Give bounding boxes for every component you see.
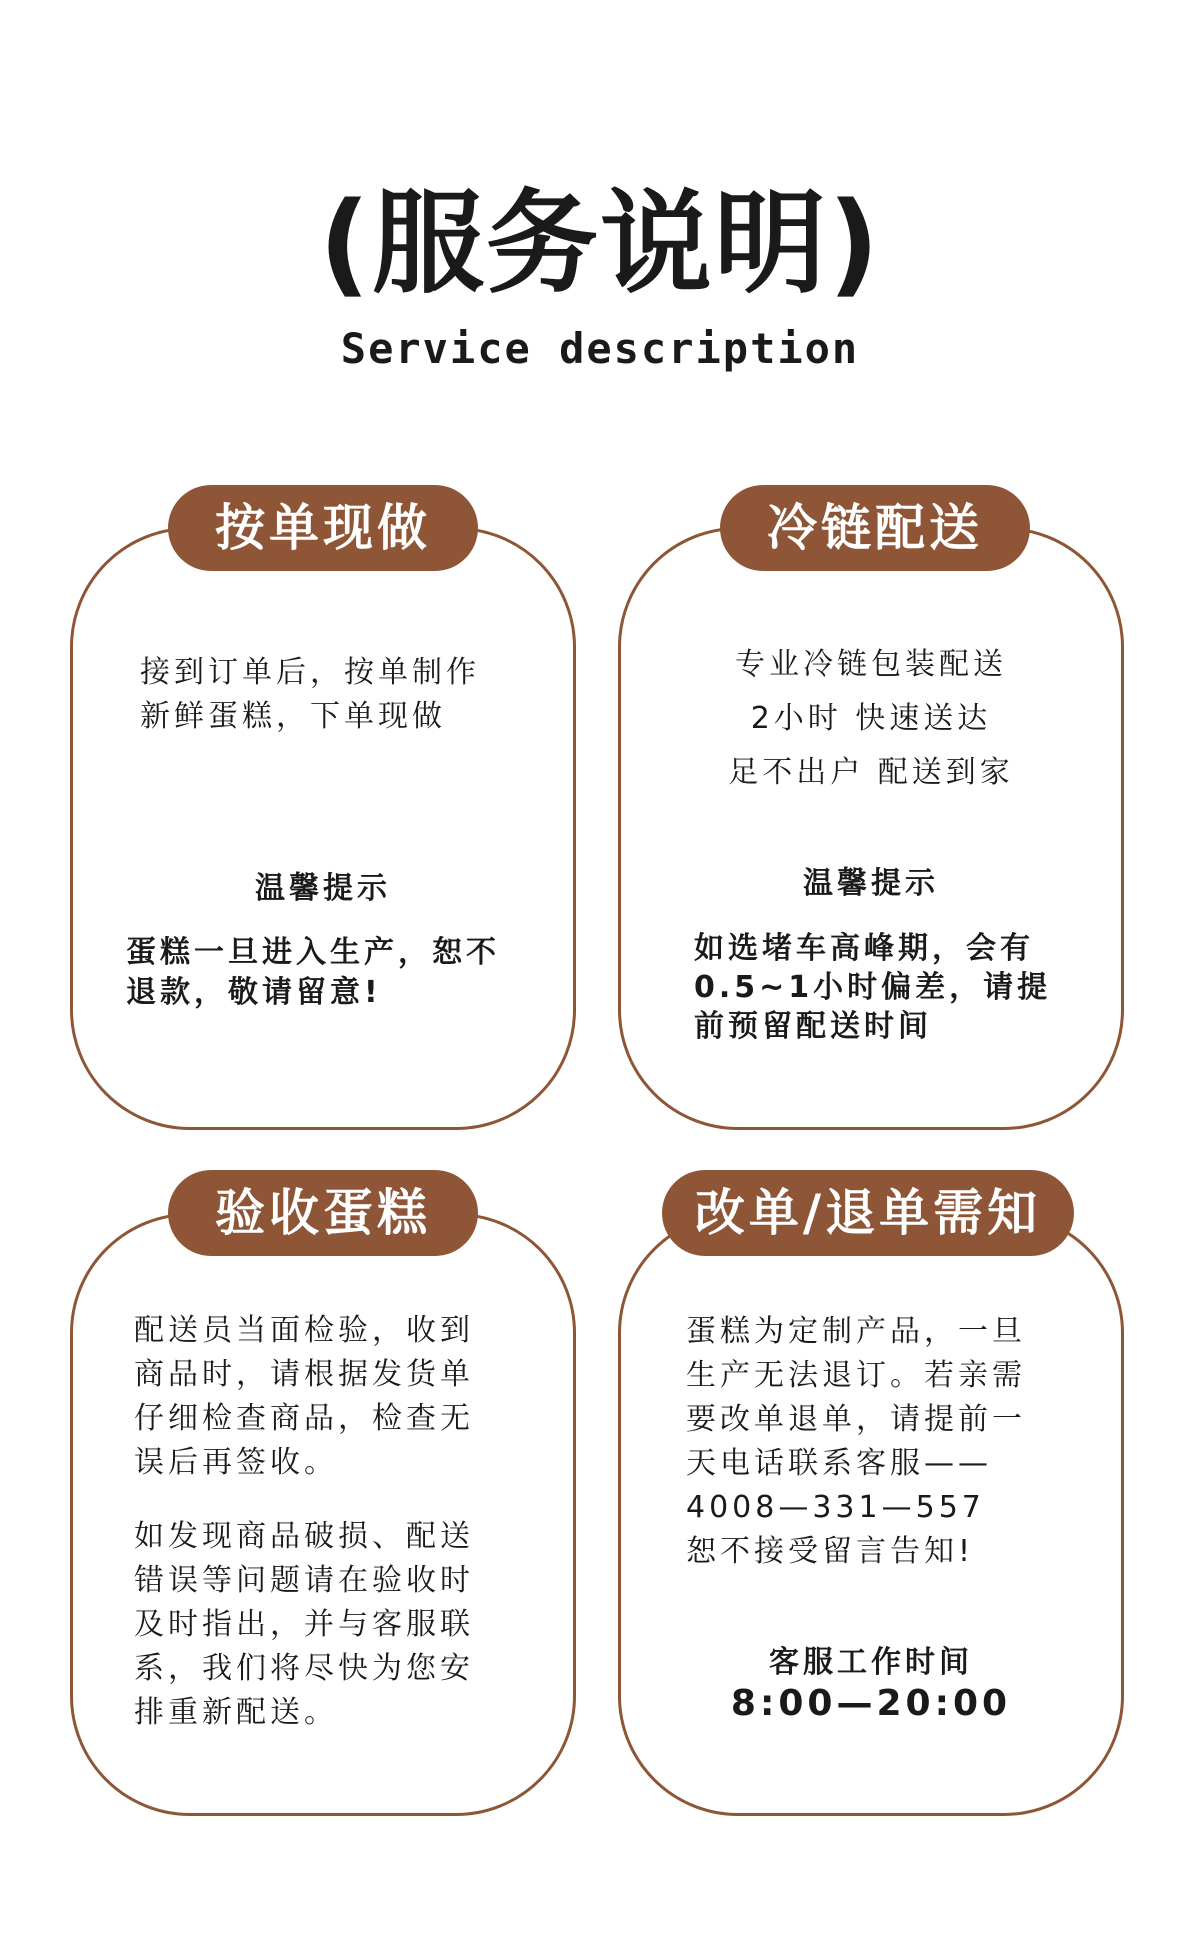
tip-line: 退款，敬请留意!: [126, 975, 382, 1010]
body-line: 2小时 快速送达: [750, 701, 992, 736]
card-made-to-order: [70, 527, 576, 1130]
card-cold-chain-body: [618, 638, 1124, 800]
body-line: 及时指出，并与客服联: [134, 1607, 474, 1642]
body-line: 专业冷链包装配送: [735, 647, 1007, 682]
body-line: 恕不接受留言告知!: [686, 1534, 975, 1569]
card-cold-chain-label: 冷链配送: [720, 485, 1030, 571]
card-cold-chain-tip: [694, 929, 1051, 1046]
card-inspection-body: [134, 1309, 474, 1485]
body-line: 生产无法退订。若亲需: [686, 1358, 1026, 1393]
body-line: 接到订单后，按单制作: [140, 655, 480, 690]
card-change-refund-label: 改单/退单需知: [662, 1170, 1074, 1256]
card-made-to-order-body: [140, 651, 480, 739]
tip-line: 蛋糕一旦进入生产，恕不: [126, 935, 500, 970]
body-line: 如发现商品破损、配送: [134, 1519, 474, 1554]
card-change-refund-body: [686, 1310, 1026, 1574]
body-line: 商品时，请根据发货单: [134, 1357, 474, 1392]
card-change-refund-hours-heading: 客服工作时间: [769, 1645, 973, 1680]
body-line: 4008—331—557: [686, 1490, 985, 1525]
body-line: 排重新配送。: [134, 1695, 338, 1730]
card-inspection-body-2: [134, 1515, 474, 1735]
card-made-to-order-tip-heading: 温馨提示: [255, 871, 391, 906]
tip-line: 0.5~1小时偏差，请提: [694, 970, 1052, 1005]
body-line: 配送员当面检验，收到: [134, 1313, 474, 1348]
card-inspection-label: 验收蛋糕: [168, 1170, 478, 1256]
body-line: 错误等问题请在验收时: [134, 1563, 474, 1598]
card-made-to-order-label: 按单现做: [168, 485, 478, 571]
body-line: 蛋糕为定制产品，一旦: [686, 1314, 1026, 1349]
body-line: 要改单退单，请提前一: [686, 1402, 1026, 1437]
body-line: 系，我们将尽快为您安: [134, 1651, 474, 1686]
page-subtitle: Service description: [340, 324, 860, 373]
page-title: (服务说明): [318, 179, 882, 309]
body-line: 误后再签收。: [134, 1445, 338, 1480]
body-line: 仔细检查商品，检查无: [134, 1401, 474, 1436]
body-line: 新鲜蛋糕，下单现做: [140, 699, 446, 734]
card-made-to-order-tip: [126, 933, 500, 1013]
body-line: 天电话联系客服——: [686, 1446, 992, 1481]
tip-line: 前预留配送时间: [694, 1009, 932, 1044]
card-cold-chain-tip-heading: 温馨提示: [803, 866, 939, 901]
body-line: 足不出户 配送到家: [728, 755, 1014, 790]
tip-line: 如选堵车高峰期，会有: [694, 931, 1034, 966]
card-change-refund-hours: 8:00—20:00: [730, 1683, 1012, 1724]
